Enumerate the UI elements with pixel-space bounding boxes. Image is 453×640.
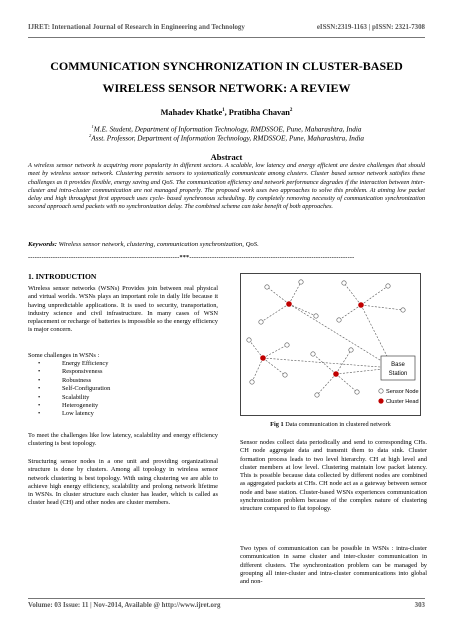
list-item: • Energy Efficiency	[38, 360, 110, 368]
link-line	[252, 358, 263, 382]
list-item: • Scalability	[38, 394, 110, 402]
sensor-node	[355, 390, 359, 394]
affiliation-2	[28, 133, 425, 142]
title-line-2: WIRELESS SENSOR NETWORK: A REVIEW	[102, 81, 351, 95]
link-line	[289, 304, 316, 316]
sensor-node	[342, 281, 346, 285]
sensor-node	[259, 320, 263, 324]
cluster-network-figure	[240, 273, 421, 416]
legend-head-icon	[378, 398, 383, 403]
sensor-node	[250, 380, 254, 384]
author-2-sup: 2	[289, 108, 293, 114]
affiliation-1	[28, 124, 425, 133]
author-1-sup: 1	[222, 108, 225, 114]
connection-lines	[249, 282, 403, 395]
link-line	[361, 305, 403, 310]
link-line	[344, 283, 361, 305]
link-line	[361, 286, 388, 305]
link-line	[249, 340, 263, 358]
legend-head-label: Cluster Head	[386, 399, 419, 405]
sensor-node	[386, 284, 390, 288]
running-header	[28, 24, 425, 38]
abstract-text: A wireless sensor network is acquiring more popularity in different sectors. A scalable, low latency and energy efficient are desire challenges that should meet by wireless sensor network. Clustering permits sensors to systematically communicate among clusters. Cluster based sensor network satisfies these challenges as it provides flexible, energy saving and QoS. The communication efficiency and network performance degrades if the interaction between inter-cluster and intra-cluster communication are not managed properly. The proposed work uses two approaches to solve this problem. At aiming low packet delay and high throughput first approach uses cycle- based synchronous scheduling. By completely removing necessity of communication synchronization second approach send packets with no synchronization delay. The combined scheme can take benefit of both approaches.	[28, 162, 425, 211]
authors	[28, 108, 425, 117]
challenges-intro: Some challenges in WSNs :	[28, 352, 100, 359]
legend-sensor-icon	[379, 389, 383, 393]
paper-title	[28, 55, 425, 99]
header-rule	[28, 37, 425, 38]
author-2: Pratibha Chavan	[228, 108, 290, 117]
keywords	[28, 241, 425, 248]
link-line	[313, 354, 336, 374]
right-paragraph-1: Sensor nodes collect data periodically and send to corresponding CHs. CH node aggregate data and transmit them to data sink. Cluster formation process leads to two level hierarchy. CH at high level and cluster members at low level. Clustering maintain low packet latency. This is possible because data collected by different nodes are combined as aggregated packets at CHs. CH node act as a gateway between sensor node and base station. Cluster-based WSNs experiences communication synchronization problem because of the complex nature of clustering structure compared to flat topology.	[240, 439, 427, 513]
footer-rule	[28, 598, 425, 599]
sensor-node	[349, 348, 353, 352]
footer-text: Volume: 03 Issue: 11 | Nov-2014, Available @ http://www.ijret.org	[28, 602, 221, 609]
link-line	[263, 358, 393, 368]
sensor-node	[314, 314, 318, 318]
figure-caption	[240, 421, 421, 428]
cluster-network-diagram	[241, 274, 420, 415]
sensor-node	[283, 373, 287, 377]
section-separator: -------------------------------------------------------------------***-------------------------------------------------------------------------	[28, 254, 355, 261]
right-paragraph-2: Two types of communication can be possible in WSNs : intra-cluster communication in same cluster and inter-cluster communication in different clusters. The synchronization problem can be managed by grouping all inter-cluster and intra-cluster communications into global and non-	[240, 545, 427, 586]
issn: eISSN:2319-1163 | pISSN: 2321-7308	[316, 24, 425, 31]
sensor-node	[337, 318, 341, 322]
sensor-node	[311, 352, 315, 356]
author-separator: ,	[224, 108, 229, 117]
base-station-label-2: Station	[388, 371, 408, 377]
cluster-head	[286, 301, 292, 307]
list-item: • Low latency	[38, 410, 110, 418]
intro-paragraph-2: To meet the challenges like low latency, scalability and energy efficiency clustering is best topology.	[28, 432, 218, 448]
link-line	[336, 374, 357, 392]
list-item: • Self-Configuration	[38, 385, 110, 393]
intro-paragraph-1: Wireless sensor networks (WSNs) Provides join between real physical and virtual worlds. WSNs plays an important role in daily life because it having unpredictable applications. It is used to security, transportation, industry science and civil infrastructure. In many cases of WSN replacement or recharge of batteries is impossible so the energy efficiency is major concern.	[28, 285, 218, 334]
intro-paragraph-3: Structuring sensor nodes in a one unit and providing organizational structure is done by clusters. Among all topology in wireless sensor network clustering is best topology. With using clustering we are able to achieve high energy efficiency, scalability and prolong network lifetime in WSNs. In cluster structure each cluster has leader, which is called as cluster head (CH) and other nodes are cluster members.	[28, 458, 218, 507]
link-line	[289, 282, 301, 304]
link-line	[263, 358, 285, 375]
keywords-text: Wireless sensor network, clustering, communication synchronization, QoS.	[56, 241, 259, 248]
author-1: Mahadev Khatke	[160, 108, 223, 117]
affiliation-1-text: M.E. Student, Department of Information Technology, RMDSSOE, Pune, Maharashtra, India	[93, 125, 362, 134]
cluster-head	[333, 371, 339, 377]
list-item: • Responsiveness	[38, 368, 110, 376]
figure-caption-text: Data communication in clustered network	[283, 421, 391, 428]
affiliation-2-sup: 2	[88, 133, 92, 138]
sensor-node	[247, 338, 251, 342]
link-line	[317, 374, 336, 395]
intro-heading: 1. INTRODUCTION	[28, 272, 97, 281]
page-number: 303	[414, 602, 425, 609]
journal-name: IJRET: International Journal of Research in Engineering and Technology	[28, 24, 245, 31]
affiliation-2-text: Asst. Professor, Department of Information Technology, RMDSSOE, Pune, Maharashtra, India	[91, 134, 365, 143]
cluster-head	[260, 355, 266, 361]
affiliation-1-sup: 1	[91, 124, 94, 129]
list-item: • Heterogeneity	[38, 402, 110, 410]
abstract-heading: Abstract	[210, 152, 243, 162]
link-line	[263, 345, 287, 358]
legend-sensor-label: Sensor Node	[386, 389, 419, 395]
list-item: • Robustness	[38, 377, 110, 385]
link-line	[261, 304, 289, 322]
sensor-node	[315, 393, 319, 397]
base-station-label-1: Base	[391, 362, 405, 368]
cluster-head	[358, 302, 364, 308]
link-line	[339, 305, 361, 320]
sensor-node	[265, 285, 269, 289]
figure-caption-label: Fig 1	[270, 421, 284, 428]
challenges-list	[38, 360, 110, 419]
link-line	[289, 304, 393, 368]
keywords-label: Keywords:	[28, 241, 57, 248]
sensor-node	[299, 280, 303, 284]
link-line	[336, 350, 351, 374]
sensor-node	[401, 308, 405, 312]
title-line-1: COMMUNICATION SYNCHRONIZATION IN CLUSTER-BASED	[50, 59, 403, 73]
sensor-node	[285, 343, 289, 347]
link-line	[267, 287, 289, 304]
